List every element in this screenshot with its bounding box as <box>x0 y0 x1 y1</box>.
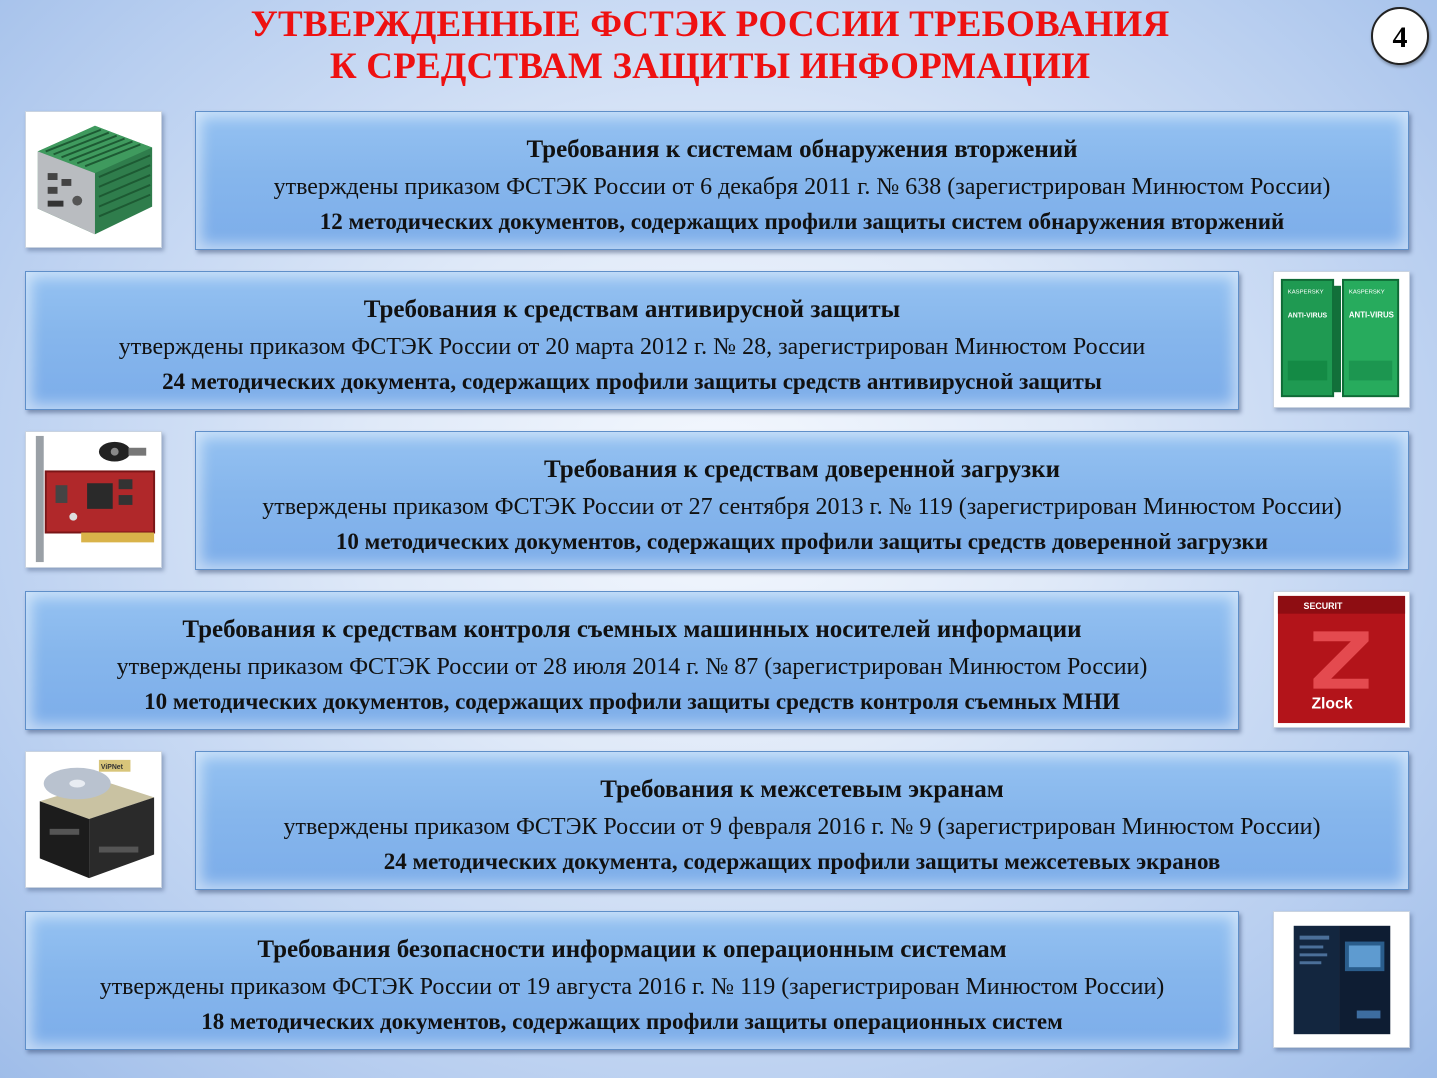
card-documents: 24 методических документа, содержащих профили защиты межсетевых экранов <box>383 849 1221 874</box>
requirement-card-removable-media <box>25 591 1239 730</box>
card-heading: Требования к системам обнаружения вторжений <box>526 136 1078 163</box>
card-order: утверждены приказом ФСТЭК России от 20 марта 2012 г. № 28, зарегистрирован Минюстом России <box>118 334 1146 360</box>
card-documents: 10 методических документов, содержащих профили защиты средств контроля съемных МНИ <box>144 689 1120 714</box>
card-order: утверждены приказом ФСТЭК России от 19 августа 2016 г. № 119 (зарегистрирован Минюстом России) <box>99 974 1165 1000</box>
card-order: утверждены приказом ФСТЭК России от 9 февраля 2016 г. № 9 (зарегистрирован Минюстом России) <box>283 814 1321 840</box>
card-heading: Требования к средствам доверенной загрузки <box>544 456 1060 483</box>
page-number-badge: 4 <box>1371 7 1429 65</box>
box-brand-text: KASPERSKY <box>1287 289 1324 296</box>
pci-board-image <box>25 431 162 568</box>
card-documents: 10 методических документов, содержащих профили защиты средств доверенной загрузки <box>335 529 1269 554</box>
card-order: утверждены приказом ФСТЭК России от 28 июля 2014 г. № 87 (зарегистрирован Минюстом России) <box>116 654 1148 680</box>
card-heading: Требования к межсетевым экранам <box>600 776 1004 803</box>
card-documents: 18 методических документов, содержащих профили защиты операционных систем <box>201 1009 1063 1034</box>
requirement-card-firewalls <box>195 751 1409 890</box>
title-line-1: УТВЕРЖДЕННЫЕ ФСТЭК РОССИИ ТРЕБОВАНИЯ <box>250 4 1170 45</box>
title-line-2: К СРЕДСТВАМ ЗАЩИТЫ ИНФОРМАЦИИ <box>329 46 1091 87</box>
card-heading: Требования безопасности информации к операционным системам <box>257 936 1007 963</box>
device-brand-text: ViPNet <box>100 763 123 771</box>
box-brand-text: KASPERSKY <box>1348 289 1385 296</box>
card-heading: Требования к средствам антивирусной защиты <box>363 296 901 323</box>
zlock-box-image <box>1273 591 1410 728</box>
green-appliance-image <box>25 111 162 248</box>
box-product-text: ANTI-VIRUS <box>1287 312 1328 320</box>
requirement-card-antivirus <box>25 271 1239 410</box>
card-order: утверждены приказом ФСТЭК России от 6 декабря 2011 г. № 638 (зарегистрирован Минюстом России) <box>273 174 1331 200</box>
card-documents: 12 методических документов, содержащих профили защиты систем обнаружения вторжений <box>319 209 1285 234</box>
antivirus-box-image <box>1273 271 1410 408</box>
requirement-card-operating-systems <box>25 911 1239 1050</box>
slide-title <box>110 4 1310 88</box>
box-product-text: Zlock <box>1311 695 1353 713</box>
card-order: утверждены приказом ФСТЭК России от 27 сентября 2013 г. № 119 (зарегистрирован Минюстом России) <box>262 494 1342 520</box>
card-heading: Требования к средствам контроля съемных машинных носителей информации <box>182 616 1082 643</box>
box-product-text: ANTI-VIRUS <box>1348 310 1394 320</box>
os-box-image <box>1273 911 1410 1048</box>
card-documents: 24 методических документа, содержащих профили защиты средств антивирусной защиты <box>162 369 1102 394</box>
requirement-card-trusted-boot <box>195 431 1409 570</box>
requirement-card-intrusion-detection <box>195 111 1409 250</box>
firewall-device-image <box>25 751 162 888</box>
box-brand-text: SECURIT <box>1303 600 1343 611</box>
